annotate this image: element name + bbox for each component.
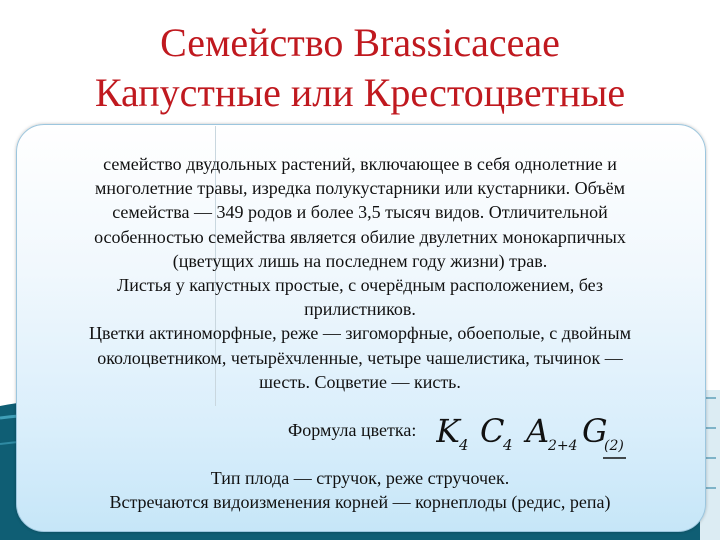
formula-g-sub: (2) [604, 438, 624, 454]
description-line: (цветущих лишь на последнем году жизни) трав. [172, 250, 548, 271]
slide-title [0, 18, 720, 118]
description-line: особенностью семейства является обилие двулетних монокарпичных [94, 226, 626, 247]
description-line: семейство двудольных растений, включающее в себя однолетние и [103, 154, 617, 174]
description-line: Цветки актиноморфные, реже — зигоморфные, обоеполые, с двойным [88, 323, 632, 344]
formula-c-sub: 4 [503, 436, 513, 454]
footer-line: Тип плода — стручок, реже стручочек. [210, 468, 510, 488]
title-line-2: Капустные или Крестоцветные [94, 70, 626, 115]
description-line: прилистников. [304, 299, 416, 320]
formula-g-letter: G [582, 412, 608, 450]
description-line: околоцветником, четырёхчленные, четыре чашелистика, тычинок — [97, 347, 623, 368]
formula-a-letter: A [526, 412, 550, 450]
footer-line: Встречаются видоизменения корней — корнеплоды (редис, репа) [109, 492, 611, 512]
formula-a-sub: 2+4 [548, 438, 578, 454]
formula-c-letter: C [480, 412, 505, 450]
description-text [40, 152, 680, 394]
formula-k-sub: 4 [459, 436, 469, 454]
formula-k-letter: K [436, 412, 460, 450]
description-line: семейства — 349 родов и более 3,5 тысяч видов. Отличительной [112, 202, 608, 223]
description-line: многолетние травы, изредка полукустарники или кустарники. Объём [94, 178, 625, 199]
description-line: шесть. Соцветие — кисть. [259, 371, 461, 392]
title-line-1: Семейство Brassicaceae [160, 20, 560, 65]
formula-label: Формула цветка: [288, 420, 417, 440]
formula-expression [436, 404, 636, 460]
flower-formula [0, 404, 720, 460]
fruit-and-roots-text [30, 466, 690, 514]
description-line: Листья у капустных простые, с очерёдным расположением, без [117, 275, 603, 296]
